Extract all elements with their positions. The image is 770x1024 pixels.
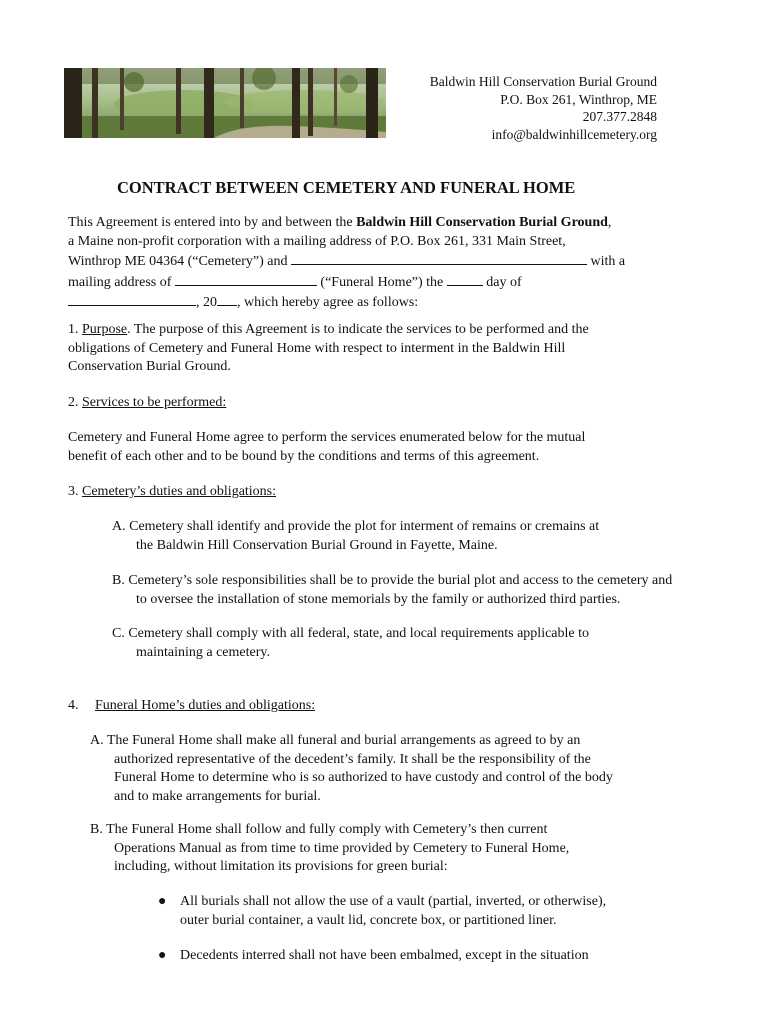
s4-bullet-2 [158,947,589,966]
section-heading: Services to be performed: [82,395,227,410]
s3-a-line-2: the Baldwin Hill Conservation Burial Ground in Fayette, Maine. [136,537,498,553]
s4-a-line-2: authorized representative of the decedent’s family. It shall be the responsibility of the [114,751,591,767]
intro-line-4 [68,272,625,293]
section-heading: Funeral Home’s duties and obligations: [95,698,316,713]
s3-item-a [112,518,599,555]
section-2-heading [68,394,226,413]
contact-block [430,73,657,143]
s2-line-1: Cemetery and Funeral Home agree to perform the services enumerated below for the mutual [68,430,586,445]
org-name: Baldwin Hill Conservation Burial Ground [429,74,657,89]
forest-photo [64,68,386,138]
bullet-2-line-1: Decedents interred shall not have been embalmed, except in the situation [180,948,589,963]
intro-text: , [607,215,612,230]
intro-text: , which hereby agree as follows: [237,295,419,310]
cemetery-name-bold: Baldwin Hill Conservation Burial Ground [356,215,608,230]
intro-text: Winthrop ME 04364 (“Cemetery”) and [68,254,291,269]
bullet-dot: ● [158,948,167,963]
s3-b-line-2: to oversee the installation of stone memorials by the family or authorized third parties. [136,591,621,607]
intro-text: day of [482,274,522,290]
intro-line-2: a Maine non-profit corporation with a mailing address of P.O. Box 261, 331 Main Street, [68,233,566,249]
intro-text: , 20 [196,295,217,310]
s3-a-line-1: A. Cemetery shall identify and provide the plot for interment of remains or cremains at [112,519,600,534]
bullet-1-line-2: outer burial container, a vault lid, concrete box, or partitioned liner. [180,912,557,928]
bullet-dot: ● [158,894,167,909]
s4-item-a [90,732,613,806]
s1-line-3: Conservation Burial Ground. [68,359,231,374]
s4-b-line-3: including, without limitation its provisions for green burial: [114,859,448,874]
section-number: 2. [68,395,82,410]
intro-text: This Agreement is entered into by and between the [68,215,357,230]
day-blank[interactable] [447,272,483,286]
month-blank[interactable] [68,292,196,306]
section-3-heading [68,483,276,502]
intro-text: (“Funeral Home”) the [316,274,447,290]
intro-line-3 [68,251,625,272]
s2-line-2: benefit of each other and to be bound by the conditions and terms of this agreement. [68,448,540,464]
bullet-1-line-1: All burials shall not allow the use of a vault (partial, inverted, or otherwise), [180,894,607,909]
section-2-paragraph [68,429,585,466]
year-blank[interactable] [217,292,237,306]
s3-item-b [112,572,672,609]
intro-line-5 [68,292,625,313]
s1-line-2: obligations of Cemetery and Funeral Home with respect to interment in the Baldwin Hill [68,340,566,356]
section-number: 3. [68,484,82,499]
section-4-heading [68,697,315,716]
s4-item-b [90,821,569,877]
s1-line-1 [68,321,589,340]
section-number: 4. [68,698,79,713]
intro-text: with a [586,254,626,269]
s3-b-line-1: B. Cemetery’s sole responsibilities shall be to provide the burial plot and access to the cemetery and [112,573,673,588]
s4-a-line-3: Funeral Home to determine who is so authorized to have custody and control of the body [114,770,613,785]
funeral-home-address-blank[interactable] [175,272,317,286]
mailing-address: P.O. Box 261, Winthrop, ME [500,91,657,107]
section-number: 1. [68,322,82,337]
s4-a-line-1: A. The Funeral Home shall make all funeral and burial arrangements as agreed to by an [90,733,581,748]
section-text: . The purpose of this Agreement is to indicate the services to be performed and the [127,322,589,337]
email-address: info@baldwinhillcemetery.org [491,126,657,142]
s3-c-line-2: maintaining a cemetery. [136,644,270,660]
s4-b-line-2: Operations Manual as from time to time provided by Cemetery to Funeral Home, [114,840,570,856]
s3-c-line-1: C. Cemetery shall comply with all federal, state, and local requirements applicable to [112,626,590,641]
s4-bullet-1 [158,893,606,930]
s4-a-line-4: and to make arrangements for burial. [114,788,321,804]
section-heading: Purpose [82,322,128,337]
phone-number: 207.377.2848 [582,109,657,124]
funeral-home-name-blank[interactable] [291,251,587,265]
section-heading: Cemetery’s duties and obligations: [82,484,277,499]
intro-text: mailing address of [68,274,175,290]
section-1-purpose [68,321,589,377]
s4-b-line-1: B. The Funeral Home shall follow and fully comply with Cemetery’s then current [90,822,548,837]
document-title: CONTRACT BETWEEN CEMETERY AND FUNERAL HOME [117,178,576,197]
intro-line-1 [68,214,625,233]
s3-item-c [112,625,589,662]
intro-paragraph [68,214,625,313]
forest-header-image [64,68,386,138]
